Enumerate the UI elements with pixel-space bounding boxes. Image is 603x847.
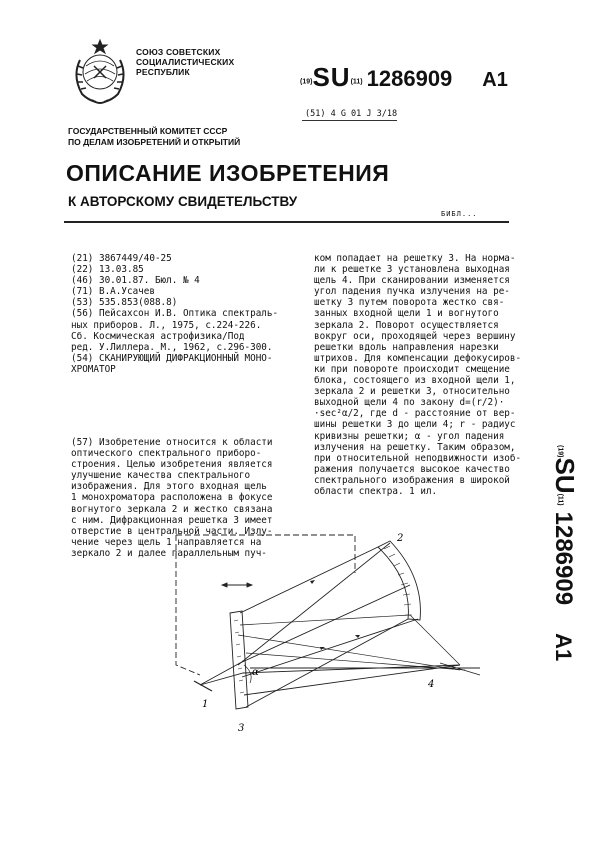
text-line: кривизны решетки; α - угол падения — [314, 430, 505, 442]
text-line: области спектра. 1 ил. — [314, 485, 438, 497]
patent-number-line: (19)SU(11) 1286909 A1 — [300, 62, 508, 92]
ipc-underline — [302, 120, 397, 121]
library-stamp: БИБЛ... — [441, 210, 478, 218]
text-line: излучения на решетку. Таким образом, — [314, 441, 516, 453]
committee-name: ГОСУДАРСТВЕННЫЙ КОМИТЕТ СССР ПО ДЕЛАМ ИЗОБРЕТЕНИЙ И ОТКРЫТИЙ — [68, 126, 241, 147]
text-line: шины решетки 3 до щели 4; r - радиус — [314, 419, 516, 431]
concave-mirror — [378, 541, 420, 620]
diffraction-grating — [230, 611, 248, 709]
biblio-line: ХРОМАТОР — [71, 363, 116, 375]
document-title: ОПИСАНИЕ ИЗОБРЕТЕНИЯ — [66, 160, 390, 186]
state-name: СОЮЗ СОВЕТСКИХ СОЦИАЛИСТИЧЕСКИХ РЕСПУБЛИК — [136, 47, 235, 77]
text-line: спектрального изображения в широкой — [314, 474, 510, 486]
kind-code: A1 — [482, 69, 508, 91]
abstract-line: оптического спектрального приборо- — [71, 448, 262, 460]
text-line: при относительной неподвижности изоб- — [314, 452, 522, 464]
biblio-line: (22) 13.03.85 — [71, 264, 144, 276]
header-divider — [64, 221, 509, 223]
abstract-continued — [314, 253, 549, 497]
text-line: решетки вдоль направления нарезки — [314, 341, 499, 353]
text-line: ком попадает на решетку 3. На норма- — [314, 253, 516, 264]
label-angle: α — [252, 667, 259, 678]
biblio-line: (54) СКАНИРУЮЩИЙ ДИФРАКЦИОННЫЙ МОНО- — [71, 352, 273, 364]
label-entrance-slit: 1 — [202, 699, 209, 710]
text-line: ки при повороте происходит смещение — [314, 363, 510, 375]
patent-number: 1286909 — [366, 66, 453, 91]
dashed-frame — [176, 535, 355, 675]
biblio-line: (46) 30.01.87. Бюл. № 4 — [71, 275, 200, 287]
label-grating: 3 — [238, 723, 245, 734]
abstract-line: отверстие в центральной части. Излу- — [71, 525, 273, 537]
text-line: шетку 3 путем поворота жестко свя- — [314, 297, 505, 309]
abstract-line: строения. Целью изобретения является — [71, 459, 273, 471]
state-emblem-icon — [68, 36, 132, 108]
text-line: выходной щели 4 по закону d=(r/2)· — [314, 397, 505, 409]
biblio-line: (21) 3867449/40-25 — [71, 253, 172, 264]
country-code: SU — [312, 62, 351, 92]
abstract-line: вогнутого зеркала 2 и жестко связана — [71, 503, 273, 515]
abstract-line: 1 монохроматора расположена в фокусе — [71, 492, 273, 504]
text-line: блока, состоящего из входной щели 1, — [314, 375, 516, 387]
label-mirror: 2 — [397, 533, 404, 544]
text-line: штрихов. Для компенсации дефокусиров- — [314, 352, 522, 364]
biblio-line: (56) Пейсахсон И.В. Оптика спектраль- — [71, 308, 279, 320]
abstract-line: зеркало 2 и далее параллельным пуч- — [71, 547, 267, 559]
text-line: занных входной щели 1 и вогнутого — [314, 308, 499, 320]
text-line: ражения получается высокое качество — [314, 463, 510, 475]
biblio-line: (53) 535.853(088.8) — [71, 297, 178, 309]
ipc-classification: (51) 4 G 01 J 3/18 — [305, 109, 398, 119]
abstract-line: (57) Изобретение относится к области — [71, 437, 273, 448]
bibliographic-data — [71, 253, 306, 375]
optical-scheme-figure — [160, 525, 490, 740]
text-line: зеркала 2 и решетки 3, относительно — [314, 386, 510, 398]
abstract-line: улучшение качества спектрального — [71, 470, 251, 482]
text-line: вокруг оси, проходящей через вершину — [314, 330, 516, 342]
biblio-line: (71) В.А.Усачев — [71, 286, 155, 298]
label-exit-slit: 4 — [428, 679, 435, 690]
text-line: зеркала 2. Поворот осуществляется — [314, 319, 499, 331]
text-line: щель 4. При сканировании изменяется — [314, 275, 510, 287]
text-line: ли к решетке 3 установлена выходная — [314, 264, 510, 276]
biblio-line: ред. У.Лиллера. М., 1962, с.296-300. — [71, 341, 273, 353]
document-subtitle: К АВТОРСКОМУ СВИДЕТЕЛЬСТВУ — [68, 194, 298, 209]
abstract-line: чение через щель 1 направляется на — [71, 536, 262, 548]
text-line: ·sec²α/2, где d - расстояние от вер- — [314, 408, 516, 420]
side-patent-number: (19)SU(11)1286909A1 — [550, 445, 580, 662]
abstract-line: изображения. Для этого входная щель — [71, 481, 267, 493]
biblio-line: ных приборов. Л., 1975, с.224-226. — [71, 319, 262, 331]
abstract-line: с ним. Дифракционная решетка 3 имеет — [71, 514, 273, 526]
biblio-line: Сб. Космическая астрофизика/Под — [71, 330, 245, 342]
text-line: угол падения пучка излучения на ре- — [314, 286, 510, 298]
